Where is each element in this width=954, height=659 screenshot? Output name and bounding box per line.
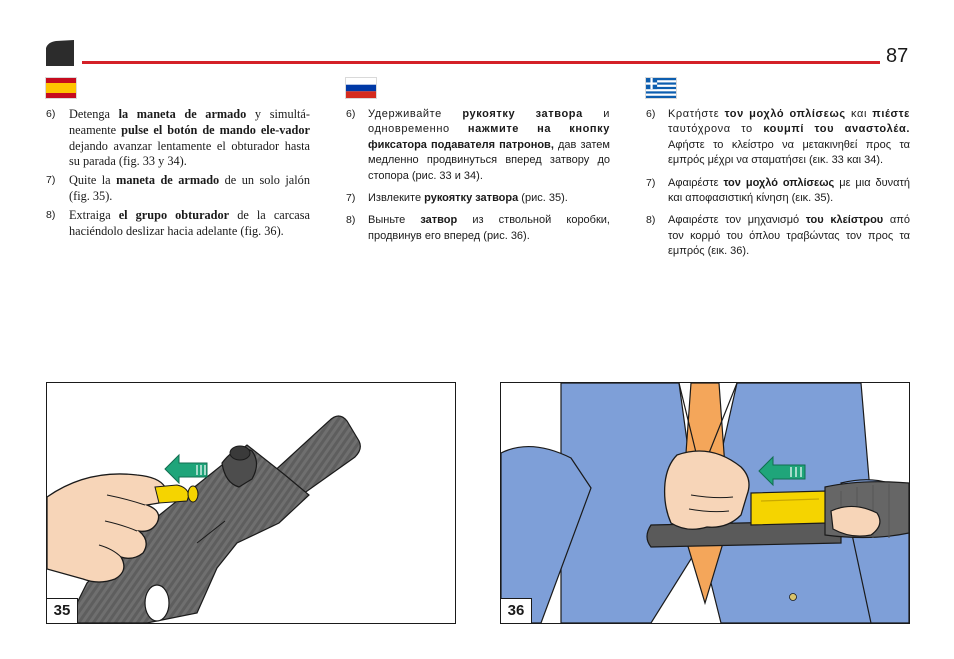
instruction-step [646, 176, 910, 207]
step-number: 6) [646, 108, 656, 120]
figure-35 [46, 382, 456, 624]
greek-instructions [646, 107, 910, 267]
figure-36-number: 36 [501, 598, 532, 623]
instruction-step [46, 107, 310, 170]
step-text: Выньте [368, 214, 421, 227]
spanish-instructions [46, 107, 310, 242]
step-text: Удерживайте [368, 108, 463, 120]
figure-36 [500, 382, 910, 624]
step-text: Αφήστε το κλείστρο να μετακινηθεί προς τα εμπρός μέχρι να σταματήσει (εικ. 33 και 34). [668, 138, 910, 167]
step-emphasis: рукоятку затвора [462, 108, 583, 120]
step-emphasis: πιέστε [872, 108, 910, 120]
header-rule [82, 61, 880, 64]
step-emphasis: pulse el botón de mando ele-vador [121, 122, 311, 137]
instruction-step [46, 173, 310, 205]
step-text: Detenga [69, 107, 119, 121]
step-text: и одновременно [368, 108, 610, 136]
russian-flag-icon [346, 78, 376, 98]
step-emphasis: τον μοχλό οπλίσεως [724, 108, 846, 120]
page-number: 87 [886, 45, 909, 67]
instruction-step [46, 208, 310, 240]
step-emphasis: maneta de armado [116, 173, 220, 188]
step-number: 8) [46, 208, 56, 221]
step-text: (рис. 35). [518, 192, 568, 205]
step-text: Quite la [69, 173, 117, 188]
step-text: дав затем медленно продвинуться вперед затвору до стопора (рис. 33 и 34). [368, 138, 610, 182]
step-emphasis: затвор [420, 214, 458, 227]
step-text: из ствольной коробки, продвинув его вперед (рис. 36). [368, 214, 610, 242]
instruction-step [346, 107, 610, 184]
step-text: Αφαιρέστε τον μηχανισμό [668, 214, 806, 227]
spanish-flag-icon [46, 78, 76, 98]
step-text: ταυτόχρονα το [668, 123, 764, 136]
instruction-step [646, 107, 910, 169]
step-number: 6) [46, 108, 56, 120]
step-number: 8) [346, 214, 356, 227]
figure-36-illustration [501, 383, 909, 623]
figure-35-number: 35 [47, 598, 78, 623]
step-text: Извлеките [368, 192, 425, 205]
step-emphasis: του κλείστρου [805, 214, 884, 227]
step-text: με μια δυνατή και αποφασιστική κίνηση (εικ. 35). [668, 176, 911, 205]
step-emphasis: рукоятку затвора [424, 192, 519, 205]
instruction-step [646, 213, 910, 259]
step-text: από τον κορμό του όπλου τραβώντας τον προς τα εμπρός (εικ. 36). [668, 214, 910, 258]
step-number: 7) [346, 192, 356, 205]
step-emphasis: фиксатора подавателя патронов, [368, 138, 554, 151]
step-emphasis: τον μοχλό οπλίσεως [723, 176, 835, 189]
step-emphasis: нажмите на кнопку [467, 123, 610, 136]
instruction-step [346, 213, 610, 244]
step-text: Αφαιρέστε [668, 176, 724, 189]
step-text: de la carcasa haciéndolo deslizar hacia adelante (fig. 36). [69, 207, 310, 238]
step-text: Extraiga [69, 207, 119, 222]
step-text: de un solo jalón (fig. 35). [69, 173, 310, 203]
step-text: και [845, 108, 873, 120]
step-text: dejando avanzar lentamente el obturador hasta su parada (fig. 33 y 34). [69, 138, 310, 169]
step-text: y simultá-neamente [69, 107, 310, 137]
step-number: 7) [646, 176, 656, 189]
greek-flag-icon [646, 78, 676, 98]
step-emphasis: κουμπί του αναστολέα. [763, 123, 910, 136]
step-number: 7) [46, 174, 56, 187]
brand-logo-icon [46, 40, 74, 66]
step-text: Κρατήστε [668, 108, 725, 120]
instruction-step [346, 191, 610, 206]
step-number: 8) [646, 214, 656, 227]
step-number: 6) [346, 108, 356, 120]
russian-instructions [346, 107, 610, 251]
step-emphasis: la maneta de armado [118, 107, 247, 121]
figure-35-illustration [47, 383, 455, 623]
step-emphasis: el grupo obturador [118, 207, 230, 222]
